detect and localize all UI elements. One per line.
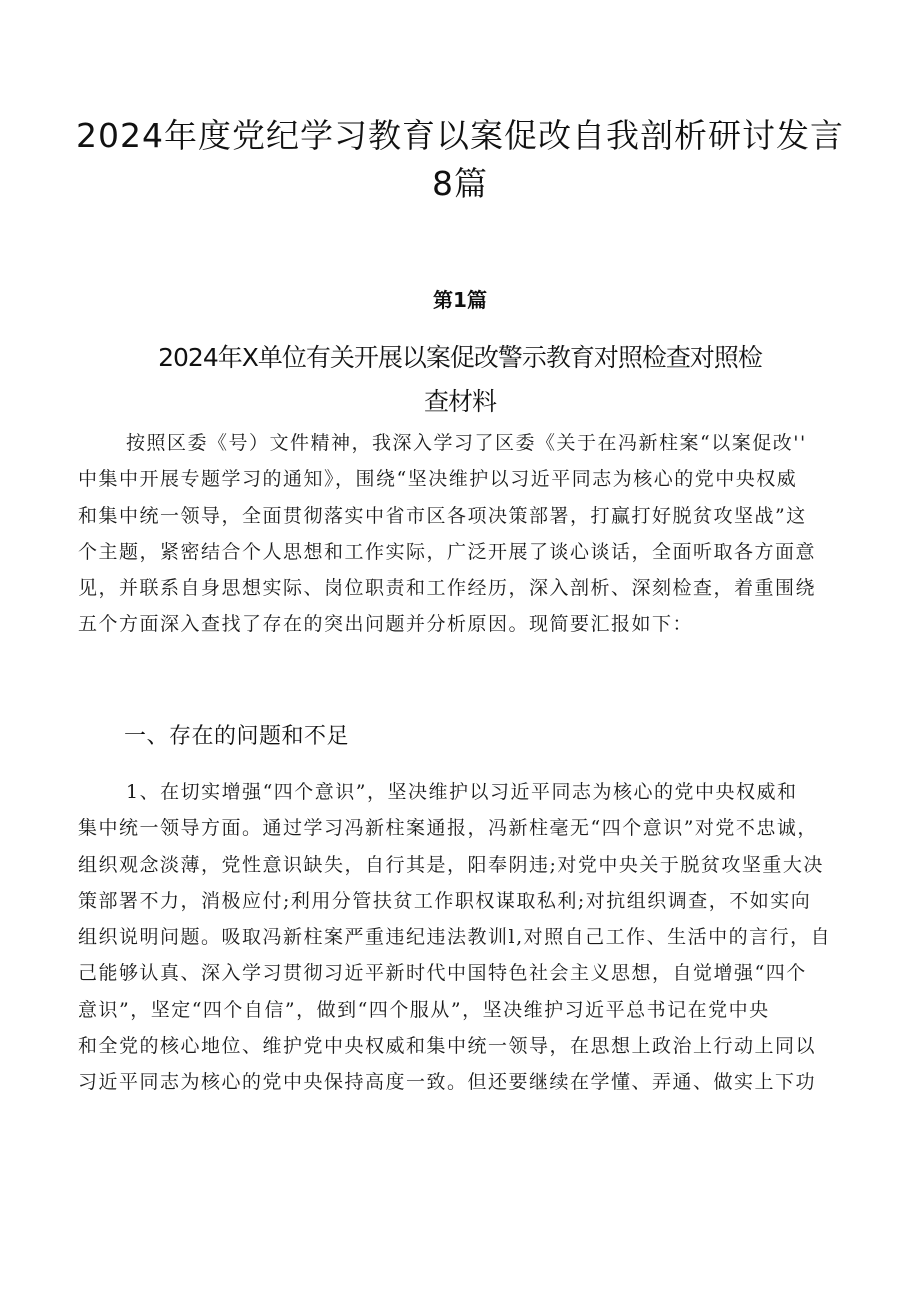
article-title-line-1: 2024年X单位有关开展以案促改警示教育对照检查对照检 bbox=[158, 343, 762, 372]
section-label: 第1篇 bbox=[433, 288, 487, 312]
intro-paragraph bbox=[78, 425, 854, 643]
paragraph-line: 己能够认真、深入学习贯彻习近平新时代中国特色社会主义思想，自觉增强“四个 bbox=[78, 962, 807, 985]
paragraph-line: 策部署不力，消极应付;利用分管扶贫工作职权谋取私利;对抗组织调查，不如实向 bbox=[78, 889, 812, 912]
paragraph-line: 和全党的核心地位、维护党中央权威和集中统一领导，在思想上政治上行动上同以 bbox=[78, 1035, 817, 1058]
paragraph-line: 意识”，坚定“四个自信”，做到“四个服从”，坚决维护习近平总书记在党中央 bbox=[78, 998, 770, 1021]
paragraph-line: 习近平同志为核心的党中央保持高度一致。但还要继续在学懂、弄通、做实上下功 bbox=[78, 1071, 817, 1094]
item-1-paragraph bbox=[78, 774, 854, 1101]
paragraph-line: 按照区委《号）文件精神，我深入学习了区委《关于在冯新柱案“以案促改'' bbox=[126, 432, 807, 454]
article-title bbox=[110, 336, 810, 424]
paragraph-line: 集中统一领导方面。通过学习冯新柱案通报，冯新柱毫无“四个意识”对党不忠诚， bbox=[78, 817, 818, 840]
article-title-line-2: 查材料 bbox=[423, 387, 496, 416]
document-title-line-1: 2024年度党纪学习教育以案促改自我剖析研讨发言 bbox=[76, 116, 844, 155]
paragraph-line: 中集中开展专题学习的通知》，围绕“坚决维护以习近平同志为核心的党中央权威 bbox=[78, 468, 798, 491]
paragraph-line: 和集中统一领导，全面贯彻落实中省市区各项决策部署，打赢打好脱贫攻坚战”这 bbox=[78, 504, 807, 527]
paragraph-line: 个主题，紧密结合个人思想和工作实际，广泛开展了谈心谈话，全面听取各方面意 bbox=[78, 540, 817, 563]
paragraph-line: 组织说明问题。吸取冯新柱案严重违纪违法教训l,对照自己工作、生活中的言行，自 bbox=[78, 926, 832, 949]
paragraph-line: 五个方面深入查找了存在的突出问题并分析原因。现简要汇报如下： bbox=[78, 613, 694, 636]
paragraph-line: 见，并联系自身思想实际、岗位职责和工作经历，深入剖析、深刻检查，着重围绕 bbox=[78, 577, 817, 600]
paragraph-line: 组织观念淡薄，党性意识缺失，自行其是，阳奉阴违;对党中央关于脱贫攻坚重大决 bbox=[78, 853, 824, 876]
document-title-line-2: 8篇 bbox=[432, 164, 488, 203]
paragraph-line: 1、在切实增强“四个意识”，坚决维护以习近平同志为核心的党中央权威和 bbox=[126, 781, 798, 803]
document-title bbox=[70, 112, 850, 208]
section-heading-1: 一、存在的问题和不足 bbox=[124, 724, 350, 749]
